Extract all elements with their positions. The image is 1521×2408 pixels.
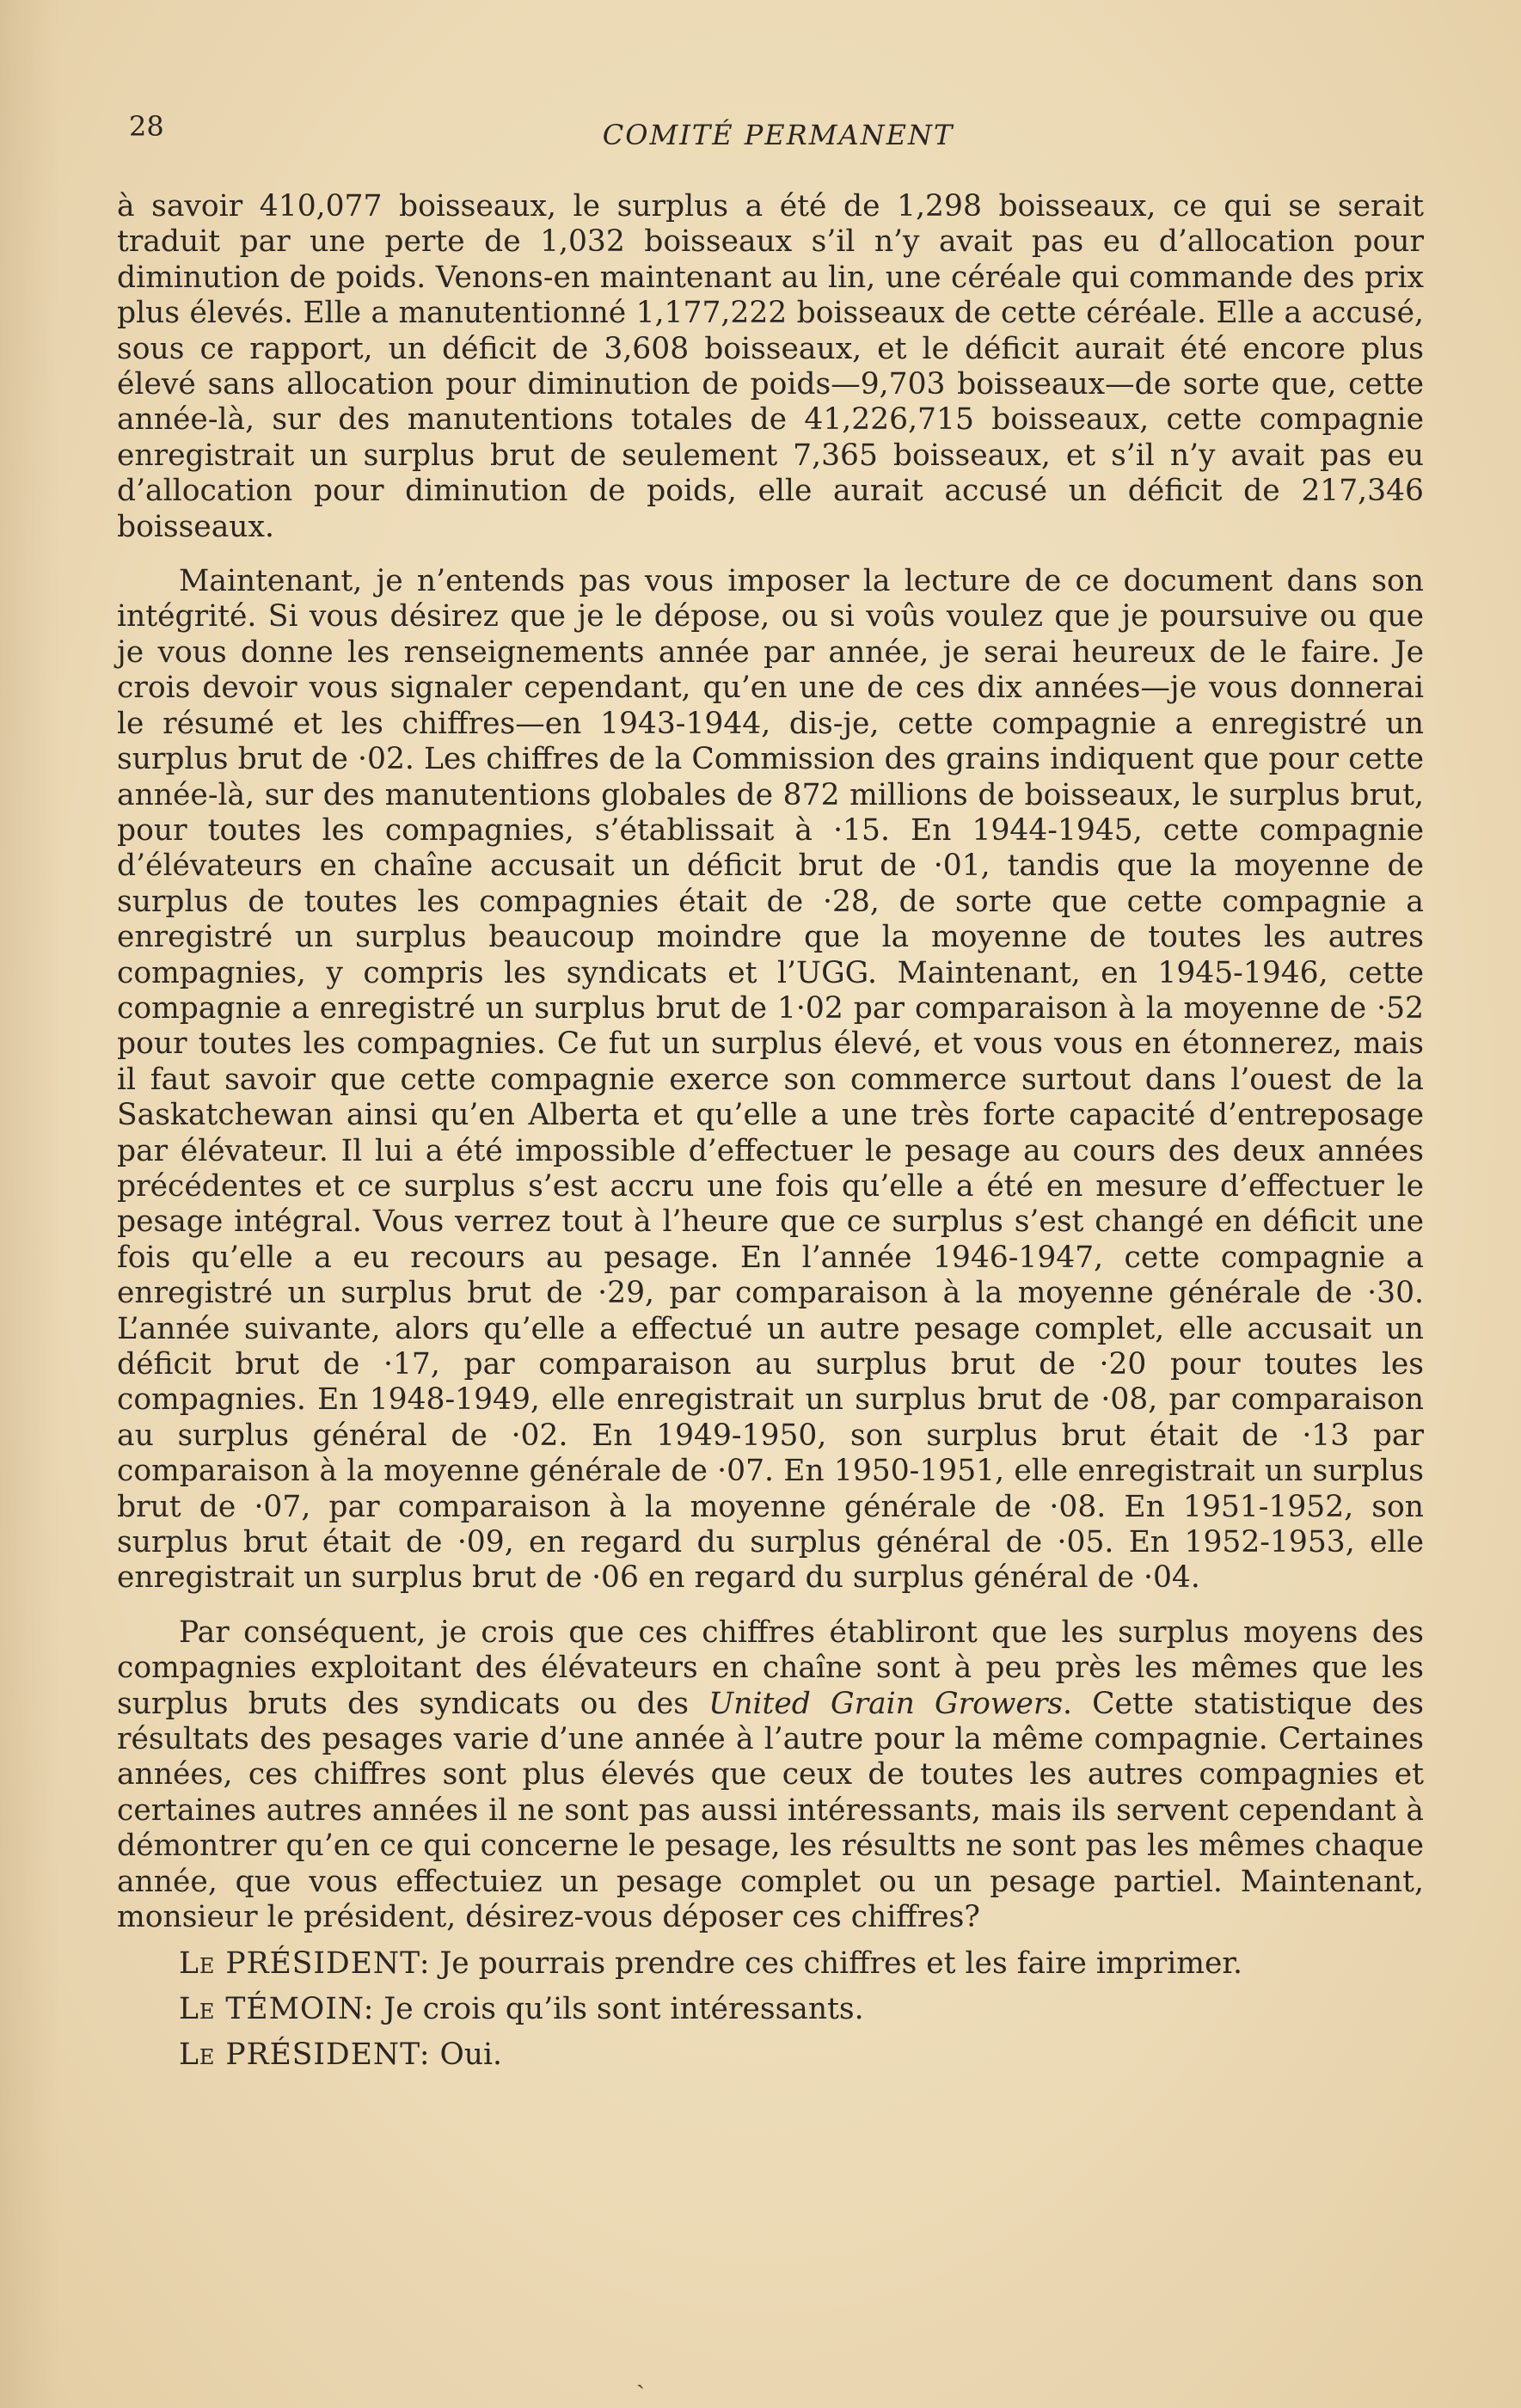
speaker-label: Le PRÉSIDENT: [179,1945,431,1981]
exchange-2 [117,1992,1424,2027]
paper-speck-mark: ˏ [636,2360,645,2390]
page-header [129,110,1427,162]
paragraph-1: à savoir 410,077 boisseaux, le surplus a été de 1,298 boisseaux, ce qui se serait traduit par une perte de 1,032 boisseaux s’il n’y avait pas eu d’allocation pour diminution de poids. Venons-en maintenant au lin, une céréale qui commande des prix plus élevés. Elle a manutentionné 1,177,222 boisseaux de cette céréale. Elle a accusé, sous ce rapport, un déficit de 3,608 boisseaux, et le déficit aurait été encore plus élevé sans allocation pour diminution de poids—9,703 boisseaux—de sorte que, cette année-là, sur des manutentions totales de 41,226,715 boisseaux, cette compagnie enregistrait un surplus brut de seulement 7,365 boisseaux, et s’il n’y avait pas eu d’allocation pour diminution de poids, elle aurait accusé un déficit de 217,346 boisseaux. [117,189,1424,544]
speaker-label: Le TÉMOIN: [179,1991,375,2026]
running-head: COMITÉ PERMANENT [602,119,954,151]
exchange-3 [117,2037,1424,2073]
speech-text: Je pourrais prendre ces chiffres et les faire imprimer. [439,1945,1243,1981]
paragraph-3 [117,1615,1424,1936]
page-number: 28 [129,110,164,143]
speech-text: Oui. [439,2037,502,2073]
paragraph-3-italic-text: United Grain Growers [708,1686,1064,1721]
paragraph-3-text-before: Par conséquent, je crois que ces chiffres établiront que les surplus moyens des compagnies exploitant des élévateurs en chaîne sont à peu près les mêmes que les surplus bruts des syndicats ou des [117,1615,1424,1721]
paragraph-2: Maintenant, je n’entends pas vous imposer la lecture de ce document dans son intégrité. Si vous désirez que je le dépose, ou si voûs voulez que je poursuive ou que je vous donne les renseignements année par année, je serai heureux de le faire. Je crois devoir vous signaler cependant, qu’en une de ces dix années—je vous donnerai le résumé et les chiffres—en 1943-1944, dis-je, cette compagnie a enregistré un surplus brut de ·02. Les chiffres de la Commission des grains indiquent que pour cette année-là, sur des manutentions globales de 872 millions de boisseaux, le surplus brut, pour toutes les compagnies, s’établissait à ·15. En 1944-1945, cette compagnie d’élévateurs en chaîne accusait un déficit brut de ·01, tandis que la moyenne de surplus de toutes les compagnies était de ·28, de sorte que cette compagnie a enregistré un surplus beaucoup moindre que la moyenne de toutes les autres compagnies, y compris les syndicats et l’UGG. Maintenant, en 1945-1946, cette compagnie a enregistré un surplus brut de 1·02 par comparaison à la moyenne de ·52 pour toutes les compagnies. Ce fut un surplus élevé, et vous vous en étonnerez, mais il faut savoir que cette compagnie exerce son commerce surtout dans l’ouest de la Saskatchewan ainsi qu’en Alberta et qu’elle a une très forte capacité d’entreposage par élévateur. Il lui a été impossible d’effectuer le pesage au cours des deux années précédentes et ce surplus s’est accru une fois qu’elle a été en mesure d’effectuer le pesage intégral. Vous verrez tout à l’heure que ce surplus s’est changé en déficit une fois qu’elle a eu recours au pesage. En l’année 1946-1947, cette compagnie a enregistré un surplus brut de ·29, par comparaison à la moyenne générale de ·30. L’année suivante, alors qu’elle a effectué un autre pesage complet, elle accusait un déficit brut de ·17, par comparaison au surplus brut de ·20 pour toutes les compagnies. En 1948-1949, elle enregistrait un surplus brut de ·08, par comparaison au surplus général de ·02. En 1949-1950, son surplus brut était de ·13 par comparaison à la moyenne générale de ·07. En 1950-1951, elle enregistrait un surplus brut de ·07, par comparaison à la moyenne générale de ·08. En 1951-1952, son surplus brut était de ·09, en regard du surplus général de ·05. En 1952-1953, elle enregistrait un surplus brut de ·06 en regard du surplus général de ·04. [117,564,1424,1596]
speech-text: Je crois qu’ils sont intéressants. [383,1991,864,2026]
speaker-label: Le PRÉSIDENT: [179,2037,431,2073]
exchange-1 [117,1946,1424,1982]
body-text [117,189,1424,2074]
page-edge-shadow [0,0,60,2408]
paragraph-3-text-after: . Cette statistique des résultats des pesages varie d’une année à l’autre pour la même compagnie. Certaines années, ces chiffres sont plus élevés que ceux de toutes les autres compagnies et certaines autres années il ne sont pas aussi intéressants, mais ils servent cependant à démontrer qu’en ce qui concerne le pesage, les résultts ne sont pas les mêmes chaque année, que vous effectuiez un pesage complet ou un pesage partiel. Maintenant, monsieur le président, désirez-vous déposer ces chiffres? [117,1686,1424,1935]
